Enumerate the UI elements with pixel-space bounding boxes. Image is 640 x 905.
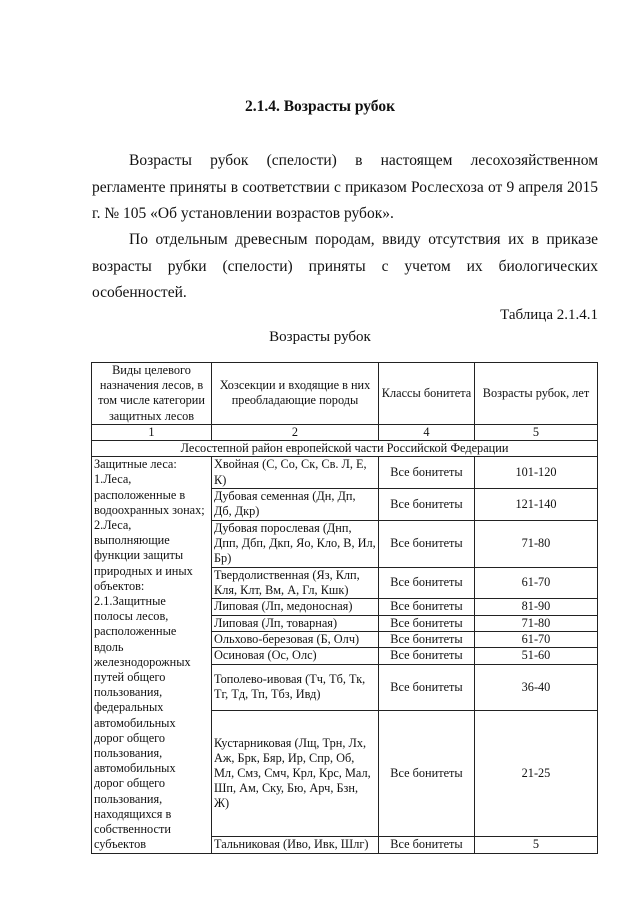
purpose-line: выполняющие (94, 533, 170, 548)
age-cell: 101-120 (475, 457, 598, 489)
age-cell: 81-90 (475, 599, 598, 615)
purpose-line: собственности (94, 822, 171, 837)
purpose-line: пользования, (94, 685, 163, 700)
purpose-line: автомобильных (94, 761, 176, 776)
section-cell: Хвойная (С, Со, Ск, Св. Л, Е, К) (212, 457, 379, 489)
age-cell: 71-80 (475, 615, 598, 631)
header-purpose: Виды целевого назначения лесов, в том числе категории защитных лесов (92, 363, 212, 425)
bonitet-cell: Все бонитеты (379, 711, 475, 837)
header-section: Хозсекции и входящие в них преобладающие породы (212, 363, 379, 425)
section-cell: Осиновая (Ос, Олс) (212, 648, 379, 664)
purpose-line: находящихся в (94, 806, 172, 821)
column-number-5: 5 (475, 424, 598, 440)
table-header-row (92, 363, 598, 425)
purpose-line: дорог общего (94, 730, 166, 745)
bonitet-cell: Все бонитеты (379, 567, 475, 599)
purpose-line: пользования, (94, 746, 163, 761)
age-cell: 51-60 (475, 648, 598, 664)
age-cell: 5 (475, 837, 598, 853)
purpose-line: путей общего (94, 670, 166, 685)
table-title: Возрасты рубок (269, 329, 371, 345)
header-age: Возрасты рубок, лет (475, 363, 598, 425)
column-number-1: 1 (92, 424, 212, 440)
bonitet-cell: Все бонитеты (379, 599, 475, 615)
purpose-line: железнодорожных (94, 654, 191, 669)
purpose-line: расположенные в (94, 487, 186, 502)
purpose-line: расположенные (94, 624, 177, 639)
bonitet-cell: Все бонитеты (379, 615, 475, 631)
paragraph-1: Возрасты рубок (спелости) в настоящем лесохозяйственном регламенте приняты в соответствии с приказом Рослесхоза от 9 апреля 2015 г. № 105 «Об установлении возрастов рубок». (92, 152, 598, 222)
table-reference: Таблица 2.1.4.1 (500, 307, 598, 323)
paragraph-2: По отдельным древесным породам, ввиду отсутствия их в приказе возрасты рубки (спелости) приняты с учетом их биологических особенностей. (92, 231, 598, 301)
section-cell: Твердолиственная (Яз, Клп, Кля, Клт, Вм, А, Гл, Кшк) (212, 567, 379, 599)
purpose-line: водоохранных зонах; (94, 502, 205, 517)
cutting-age-table (91, 362, 598, 854)
purpose-line: природных и иных (94, 563, 193, 578)
column-number-4: 4 (379, 424, 475, 440)
purpose-line: субъектов (94, 837, 147, 852)
section-heading: 2.1.4. Возрасты рубок (244, 98, 396, 115)
age-cell: 36-40 (475, 664, 598, 710)
section-cell: Ольхово-березовая (Б, Олч) (212, 631, 379, 647)
purpose-line: пользования, (94, 791, 163, 806)
column-number-2: 2 (212, 424, 379, 440)
bonitet-cell: Все бонитеты (379, 457, 475, 489)
purpose-line: функции защиты (94, 548, 184, 563)
purpose-line: вдоль (94, 639, 124, 654)
age-cell: 21-25 (475, 711, 598, 837)
section-cell: Тальниковая (Иво, Ивк, Шлг) (212, 837, 379, 853)
purpose-line: 2.1.Защитные (94, 594, 166, 609)
section-cell: Кустарниковая (Лщ, Трн, Лх, Аж, Брк, Бяр, Ир, Спр, Об, Мл, Смз, Смч, Крл, Крс, Мал, Шп, Ам, Ску, Бю, Арч, Бзн, Ж) (212, 711, 379, 837)
purpose-line: 2.Леса, (94, 518, 132, 533)
age-cell: 61-70 (475, 567, 598, 599)
purpose-line: автомобильных (94, 715, 176, 730)
bonitet-cell: Все бонитеты (379, 837, 475, 853)
table-row (92, 457, 598, 489)
section-cell: Тополево-ивовая (Тч, Тб, Тк, Тг, Тд, Тп, Тбз, Ивд) (212, 664, 379, 710)
section-cell: Липовая (Лп, товарная) (212, 615, 379, 631)
purpose-line: федеральных (94, 700, 164, 715)
region-label: Лесостепной район европейской части Российской Федерации (92, 441, 598, 457)
purpose-line: Защитные леса: (94, 457, 177, 472)
age-cell: 121-140 (475, 488, 598, 520)
bonitet-cell: Все бонитеты (379, 664, 475, 710)
bonitet-cell: Все бонитеты (379, 631, 475, 647)
purpose-line: дорог общего (94, 776, 166, 791)
region-row (92, 441, 598, 457)
bonitet-cell: Все бонитеты (379, 488, 475, 520)
age-cell: 61-70 (475, 631, 598, 647)
header-bonitet: Классы бонитета (379, 363, 475, 425)
purpose-line: 1.Леса, (94, 472, 132, 487)
purpose-line: объектов: (94, 578, 145, 593)
age-cell: 71-80 (475, 520, 598, 567)
bonitet-cell: Все бонитеты (379, 520, 475, 567)
bonitet-cell: Все бонитеты (379, 648, 475, 664)
section-cell: Дубовая порослевая (Днп, Дпп, Дбп, Дкп, Яо, Кло, В, Ил, Бр) (212, 520, 379, 567)
section-cell: Липовая (Лп, медоносная) (212, 599, 379, 615)
section-cell: Дубовая семенная (Дн, Дп, Дб, Дкр) (212, 488, 379, 520)
purpose-cell (92, 457, 212, 853)
purpose-line: полосы лесов, (94, 609, 169, 624)
column-number-row (92, 424, 598, 440)
